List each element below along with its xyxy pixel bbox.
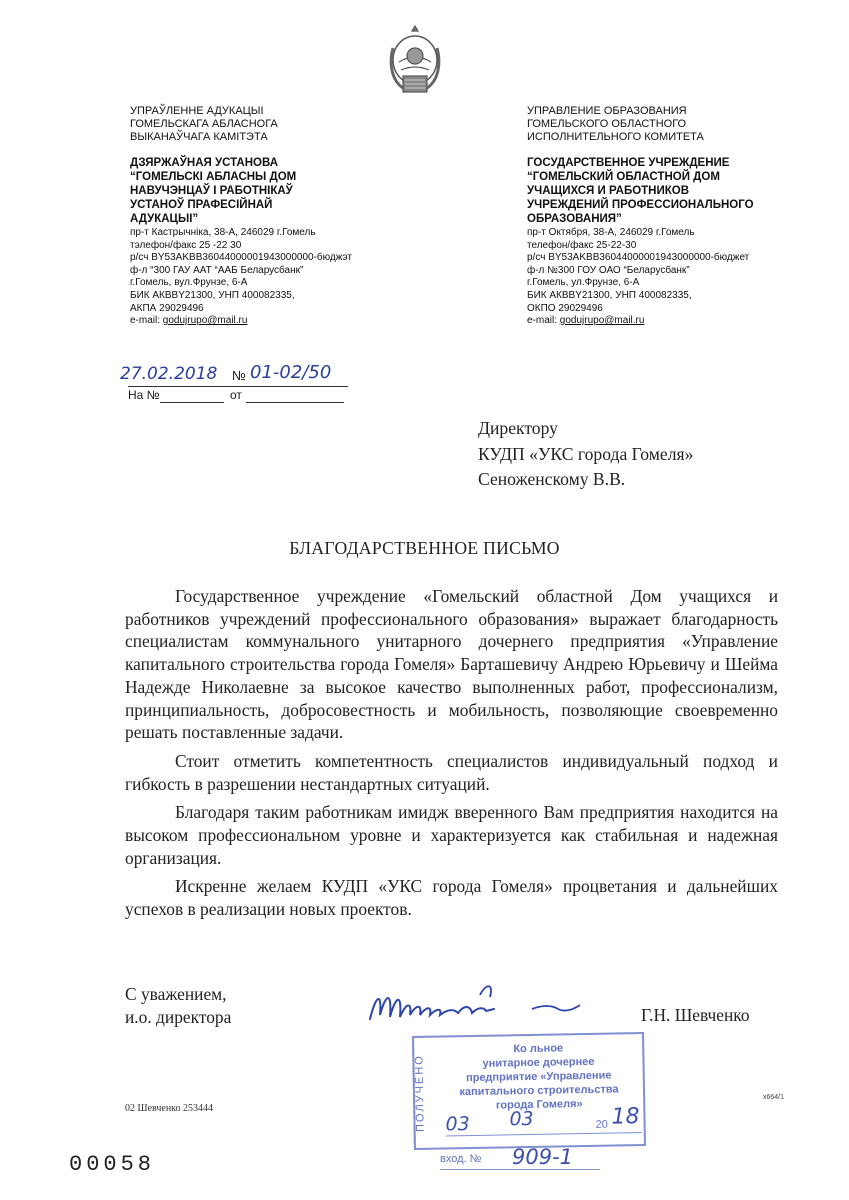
department-line: ВЫКАНАЎЧАГА КАМІТЭТА <box>130 131 268 143</box>
details-line: тэлефон/факс 25 -22 30 <box>130 239 242 251</box>
organization-line: “ГОМЕЛЬСКІ АБЛАСНЫ ДОМ <box>130 171 297 183</box>
department-line: УПРАВЛЕНИЕ ОБРАЗОВАНИЯ <box>527 105 687 117</box>
details-line: пр-т Октября, 38-А, 246029 г.Гомель <box>527 227 695 238</box>
email-label: e-mail: <box>527 315 558 327</box>
details-ru <box>527 227 827 328</box>
email-label: e-mail: <box>130 315 161 327</box>
reference-block <box>120 362 368 404</box>
state-emblem-icon <box>379 22 451 100</box>
organization-line: ДЗЯРЖАЎНАЯ УСТАНОВА <box>130 157 279 169</box>
closing-line: и.о. директора <box>125 1007 232 1027</box>
details-line: г.Гомель, ул.Фрунзе, 6-А <box>527 277 640 289</box>
details-line: БИК АКВВY21300, УНП 400082335, <box>527 289 692 301</box>
letter-title: БЛАГОДАРСТВЕННОЕ ПИСЬМО <box>289 538 560 558</box>
incoming-number-underline <box>440 1169 600 1170</box>
body-paragraph: Благодаря таким работникам имидж вверенного Вам предприятия находится на высоком профессиональном уровне и характеризуется как стабильная и надежная организация. <box>125 802 778 868</box>
reference-date: 27.02.2018 <box>120 364 218 384</box>
organization-be <box>130 156 420 226</box>
reference-number-label: № <box>232 368 246 383</box>
from-date-line <box>246 402 344 403</box>
reference-underline <box>128 386 348 387</box>
header-left <box>130 105 420 328</box>
incoming-number-label: вход. № <box>440 1153 482 1165</box>
details-line: р/сч BY53AKBB36044000001943000000-бюджет <box>527 252 750 264</box>
stamp-line: унитарное дочернее <box>482 1055 595 1070</box>
email-line <box>130 315 420 328</box>
details-line: р/сч BY53AKBB36044000001943000000-бюджэт <box>130 252 352 264</box>
details-line: телефон/факс 25-22-30 <box>527 239 637 251</box>
stamp-year-prefix: 20 <box>595 1118 608 1131</box>
department-ru <box>527 105 827 144</box>
details-line: ф-л №300 ГОУ ОАО “Беларусбанк” <box>527 264 690 276</box>
organization-line: УЧРЕЖДЕНИЙ ПРОФЕССИОНАЛЬНОГО <box>527 199 754 211</box>
reply-label: На № <box>128 388 160 402</box>
stamp-date-year: 18 <box>611 1104 640 1130</box>
details-line: ф-л “300 ГАУ ААТ “ААБ Беларусбанк” <box>130 264 304 276</box>
body-paragraph: Искренне желаем КУДП «УКС города Гомеля» процветания и дальнейших успехов в реализации новых проектов. <box>125 876 778 920</box>
stamp-date-month: 03 <box>509 1107 534 1131</box>
department-line: ИСПОЛНИТЕЛЬНОГО КОМИТЕТА <box>527 131 704 143</box>
serial-number: 00058 <box>69 1152 156 1177</box>
letter-body <box>125 585 778 921</box>
incoming-number: 909-1 <box>512 1145 574 1169</box>
incoming-stamp <box>412 1032 646 1150</box>
organization-line: УСТАНОЎ ПРАФЕСІЙНАЙ <box>130 199 273 211</box>
stamp-line: Ко льное <box>513 1042 564 1056</box>
stamp-date-day: 03 <box>445 1113 470 1136</box>
stamp-line: предприятие «Управление <box>465 1069 612 1085</box>
department-be <box>130 105 420 144</box>
executor-note: 02 Шевченко 253444 <box>125 1103 214 1114</box>
from-label: от <box>230 388 242 402</box>
organization-ru <box>527 156 827 226</box>
stamp-line: капитального строительства <box>459 1083 619 1099</box>
organization-line: ГОСУДАРСТВЕННОЕ УЧРЕЖДЕНИЕ <box>527 157 730 169</box>
details-line: ОКПО 29029496 <box>527 302 603 314</box>
small-code: x664/1 <box>763 1094 785 1101</box>
organization-line: АДУКАЦЫІ” <box>130 213 199 225</box>
reference-number: 01-02/50 <box>250 362 332 383</box>
department-line: ГОМЕЛЬСКОГО ОБЛАСТНОГО <box>527 118 687 130</box>
department-line: УПРАЎЛЕННЕ АДУКАЦЫІ <box>130 105 264 117</box>
email-line <box>527 315 827 328</box>
details-line: пр-т Кастрычніка, 38-А, 246029 г.Гомель <box>130 227 316 238</box>
closing-line: С уважением, <box>125 984 227 1004</box>
header-right <box>527 105 827 328</box>
details-be <box>130 227 420 328</box>
details-line: БИК АКВВY21300, УНП 400082335, <box>130 289 295 301</box>
organization-line: НАВУЧЭНЦАЎ І РАБОТНІКАЎ <box>130 185 293 197</box>
stamp-side-text: ПОЛУЧЕНО <box>412 1038 433 1148</box>
department-line: ГОМЕЛЬСКАГА АБЛАСНОГА <box>130 118 278 130</box>
email-link[interactable]: godujrupo@mail.ru <box>162 315 248 327</box>
addressee-line: КУДП «УКС города Гомеля» <box>478 443 694 464</box>
signer-name: Г.Н. Шевченко <box>641 1005 750 1025</box>
addressee-line: Сеноженскому В.В. <box>478 469 626 489</box>
signature-image <box>362 975 592 1035</box>
email-link[interactable]: godujrupo@mail.ru <box>559 315 645 327</box>
addressee <box>478 416 693 493</box>
body-paragraph: Государственное учреждение «Гомельский областной Дом учащихся и работников учреждений профессионального образования» выражает благодарность специалистам коммунального унитарного дочернего предприятия «Управление капитального строительства города Гомеля» Барташевичу Андрею Юрьевичу и Шейма Надежде Николаевне за высокое качество выполненных работ, профессионализм, принципиальность, добросовестность и мобильность, позволяющие своевременно решать поставленные задачи. <box>125 586 778 743</box>
organization-line: “ГОМЕЛЬСКИЙ ОБЛАСТНОЙ ДОМ <box>527 171 720 183</box>
stamp-text <box>436 1040 641 1114</box>
organization-line: ОБРАЗОВАНИЯ” <box>527 213 622 225</box>
closing <box>125 983 231 1029</box>
body-paragraph: Стоит отметить компетентность специалистов индивидуальный подход и гибкость в разрешении нестандартных ситуаций. <box>125 750 778 794</box>
stamp-date-underline <box>446 1132 642 1136</box>
reply-number-line <box>160 402 224 403</box>
addressee-line: Директору <box>478 418 558 438</box>
details-line: г.Гомель, вул.Фрунзе, 6-А <box>130 277 248 289</box>
details-line: АКПА 29029496 <box>130 302 204 314</box>
incoming-number-row <box>440 1145 610 1173</box>
organization-line: УЧАЩИХСЯ И РАБОТНИКОВ <box>527 185 690 197</box>
stamp-line: города Гомеля» <box>495 1098 583 1112</box>
